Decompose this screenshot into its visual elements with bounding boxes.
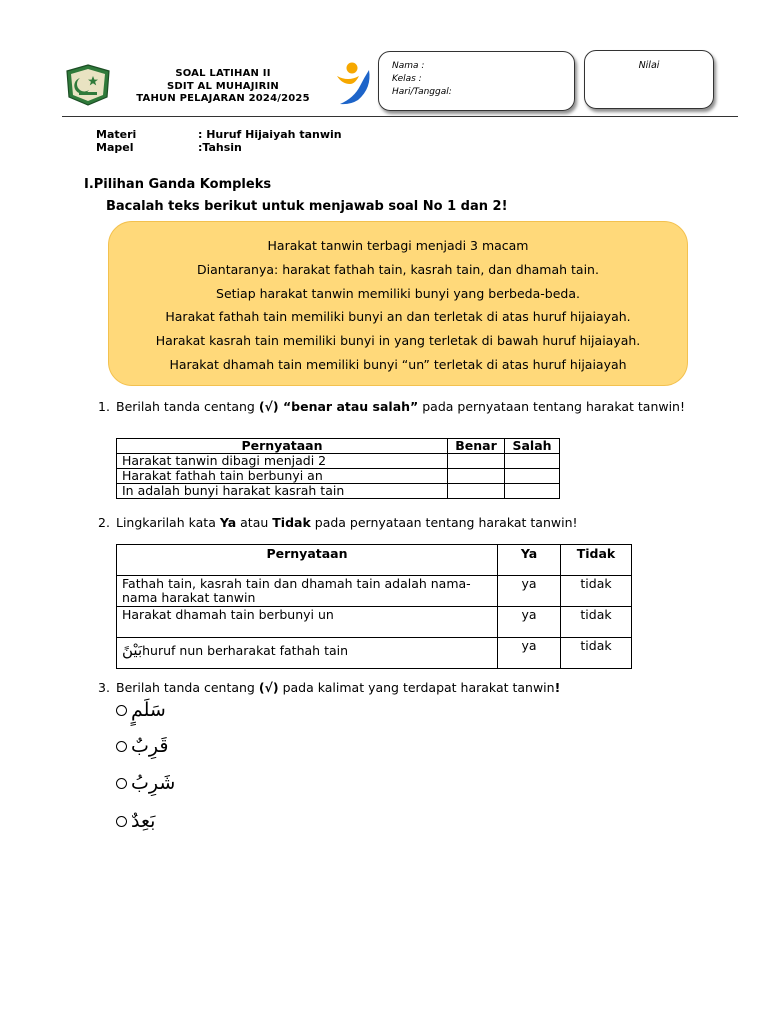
q1-text-a: Berilah tanda centang (116, 399, 259, 414)
q3-text-b: pada kalimat yang terdapat harakat tanwin (278, 680, 555, 695)
passage-line-3: Setiap harakat tanwin memiliki bunyi yang berbeda-beda. (216, 285, 580, 301)
date-field-label: Hari/Tanggal: (392, 87, 452, 97)
q1-statement-2: Harakat fathah tain berbunyi an (117, 469, 448, 484)
q3-option-1-word: سَلَمٍ (131, 699, 166, 721)
q2-statement-1: Fathah tain, kasrah tain dan dhamah tain adalah nama-nama harakat tanwin (117, 576, 498, 607)
q1-header-salah: Salah (505, 439, 560, 454)
q2-tidak-option-3[interactable]: tidak (561, 638, 632, 669)
table-row (117, 576, 632, 607)
q3-option-4-word: بَعِدٌ (131, 810, 156, 832)
title-line-3: TAHUN PELAJARAN 2024/2025 (136, 93, 310, 104)
q2-statement-3 (117, 638, 498, 669)
q2-statement-3-text: huruf nun berharakat fathah tain (142, 643, 349, 658)
reading-passage (108, 221, 688, 386)
passage-line-6: Harakat dhamah tain memiliki bunyi “un” terletak di atas huruf hijaiayah (169, 356, 627, 372)
q2-ya-word: Ya (219, 515, 237, 530)
radio-circle-icon[interactable] (116, 778, 127, 789)
q3-end-mark: ! (554, 680, 561, 695)
q3-option-3[interactable] (116, 772, 175, 794)
q3-number: 3. (98, 680, 110, 695)
q2-header-tidak: Tidak (561, 545, 632, 576)
q3-option-4[interactable] (116, 810, 155, 832)
q2-ya-option-3[interactable]: ya (498, 638, 561, 669)
table-row (117, 638, 632, 669)
passage-line-2: Diantaranya: harakat fathah tain, kasrah tain, dan dhamah tain. (197, 261, 599, 277)
q2-text-a: Lingkarilah kata (116, 515, 220, 530)
table-header-row (117, 439, 560, 454)
q3-text-a: Berilah tanda centang (116, 680, 259, 695)
student-id-box[interactable] (378, 51, 575, 111)
materi-label: Materi (96, 128, 137, 141)
q1-header-statement: Pernyataan (117, 439, 448, 454)
table-row (117, 607, 632, 638)
q2-number: 2. (98, 515, 110, 530)
header-divider (62, 116, 738, 117)
materi-value: : Huruf Hijaiyah tanwin (198, 128, 342, 141)
q2-table (116, 544, 632, 669)
q3-check-mark: (√) (258, 680, 279, 695)
q2-statement-2: Harakat dhamah tain berbunyi un (117, 607, 498, 638)
table-header-row (117, 545, 632, 576)
q1-check-mark: (√) (258, 399, 279, 414)
class-field-label: Kelas : (392, 74, 422, 84)
name-field-label: Nama : (392, 61, 425, 71)
score-label: Nilai (638, 60, 660, 71)
q2-text-mid: atau (236, 515, 273, 530)
section-title: Pilihan Ganda Kompleks (93, 177, 272, 192)
q2-tidak-option-1[interactable]: tidak (561, 576, 632, 607)
q1-benar-cell-2[interactable] (448, 469, 505, 484)
q1-statement-1: Harakat tanwin dibagi menjadi 2 (117, 454, 448, 469)
q1-number: 1. (98, 399, 110, 414)
reading-instruction: Bacalah teks berikut untuk menjawab soal No 1 dan 2! (106, 199, 508, 214)
document-title (118, 68, 328, 106)
mapel-label: Mapel (96, 141, 134, 154)
title-line-1: SOAL LATIHAN II (175, 68, 271, 79)
q2-ya-option-1[interactable]: ya (498, 576, 561, 607)
q1-table (116, 438, 560, 499)
q3-option-3-word: شَرِبُ (131, 772, 176, 794)
passage-line-5: Harakat kasrah tain memiliki bunyi in yang terletak di bawah huruf hijaiayah. (155, 333, 641, 349)
score-box[interactable] (584, 50, 714, 109)
q3-prompt (116, 681, 560, 695)
q2-tidak-option-2[interactable]: tidak (561, 607, 632, 638)
passage-line-1: Harakat tanwin terbagi menjadi 3 macam (267, 238, 529, 253)
q1-prompt (116, 400, 694, 414)
section-heading (84, 177, 271, 192)
table-row (117, 484, 560, 499)
brand-logo (332, 60, 374, 106)
q1-salah-cell-3[interactable] (505, 484, 560, 499)
radio-circle-icon[interactable] (116, 816, 127, 827)
q2-prompt (116, 516, 578, 530)
q2-tidak-word: Tidak (272, 515, 311, 530)
table-row (117, 454, 560, 469)
q1-salah-cell-2[interactable] (505, 469, 560, 484)
school-logo (64, 64, 112, 106)
title-line-2: SDIT AL MUHAJIRIN (167, 80, 279, 92)
q2-arabic-word: بَيْنً (122, 641, 143, 659)
radio-circle-icon[interactable] (116, 705, 127, 716)
table-row (117, 469, 560, 484)
q1-text-b: pada pernyataan tentang harakat tanwin! (418, 399, 685, 414)
mapel-value: :Tahsin (198, 141, 242, 154)
q2-header-ya: Ya (498, 545, 561, 576)
q1-benar-cell-3[interactable] (448, 484, 505, 499)
q1-bold-phrase: “benar atau salah” (278, 399, 419, 414)
q3-option-2[interactable] (116, 735, 168, 757)
q1-salah-cell-1[interactable] (505, 454, 560, 469)
q1-statement-3: In adalah bunyi harakat kasrah tain (117, 484, 448, 499)
passage-line-4: Harakat fathah tain memiliki bunyi an dan terletak di atas huruf hijaiayah. (165, 309, 631, 325)
section-number: I. (84, 177, 94, 192)
q2-text-b: pada pernyataan tentang harakat tanwin! (310, 515, 578, 530)
q1-benar-cell-1[interactable] (448, 454, 505, 469)
q3-option-2-word: قَرِبٌ (131, 735, 169, 757)
q2-ya-option-2[interactable]: ya (498, 607, 561, 638)
q1-header-benar: Benar (448, 439, 505, 454)
radio-circle-icon[interactable] (116, 741, 127, 752)
q3-option-1[interactable] (116, 699, 166, 721)
q2-header-statement: Pernyataan (117, 545, 498, 576)
